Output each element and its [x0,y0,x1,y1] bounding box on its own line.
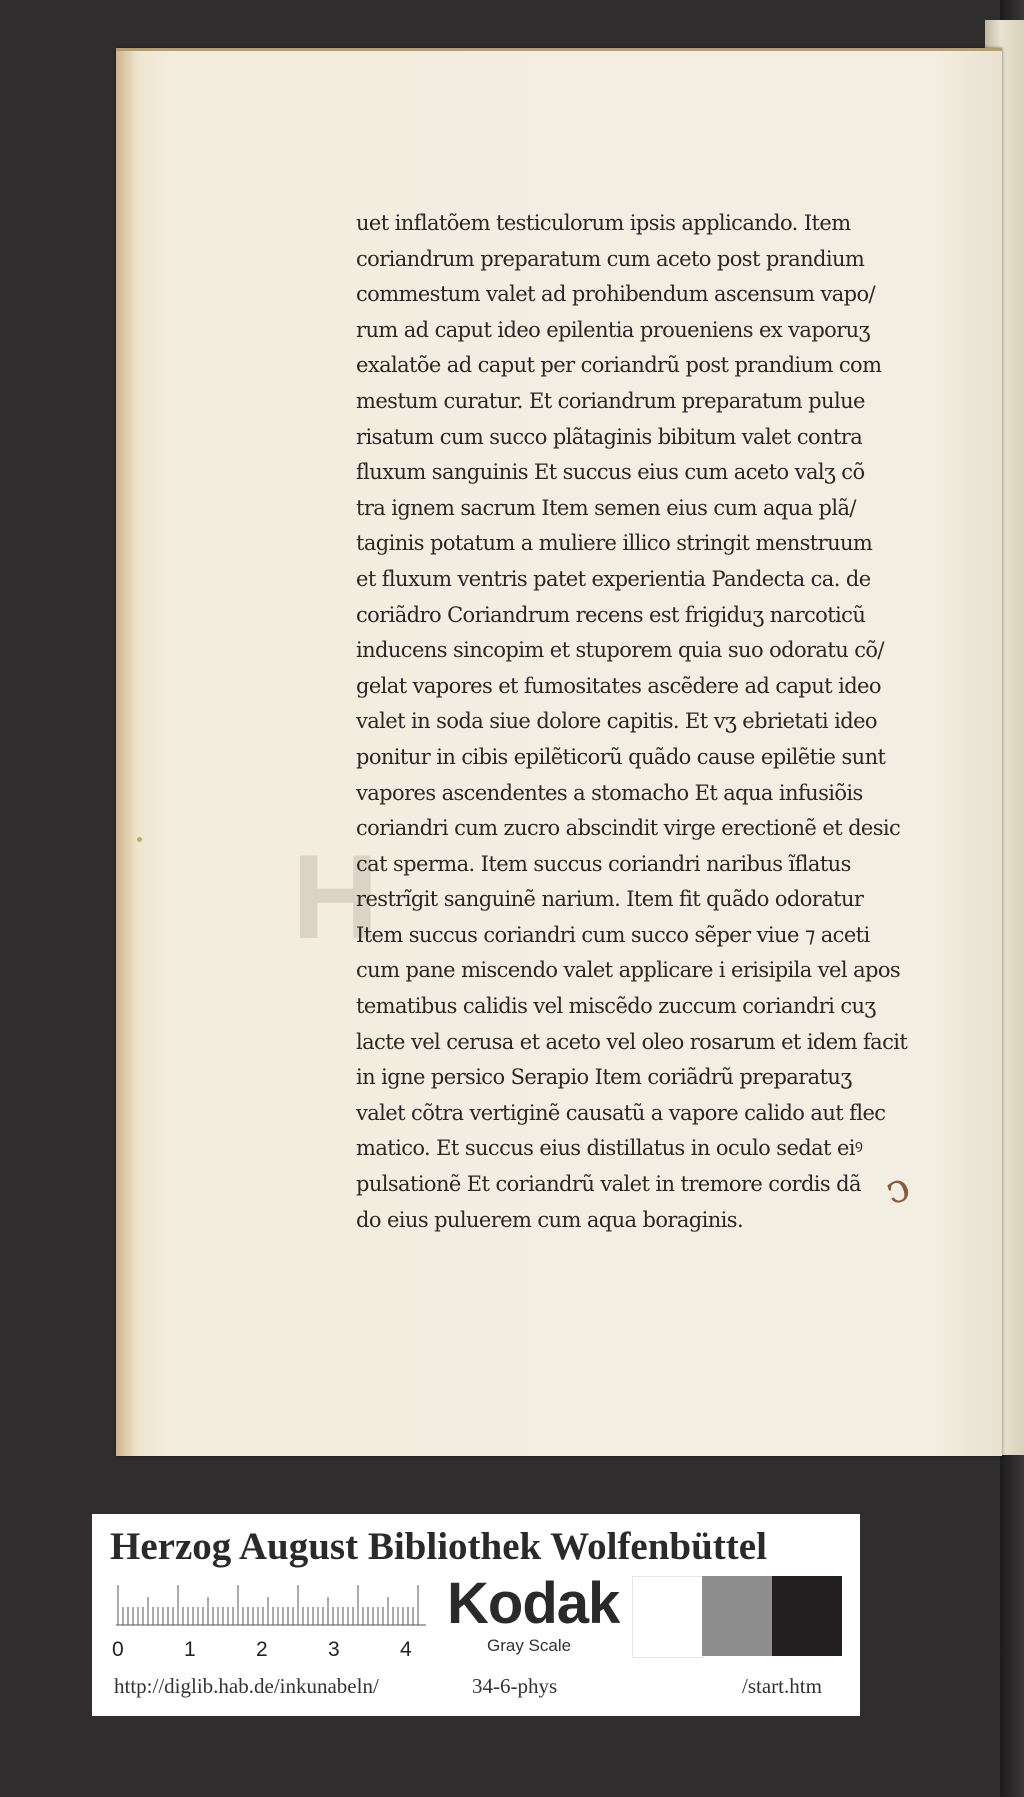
margin-mark [137,837,142,842]
text-line: valet in soda siue dolore capitis. Et vʒ ebrietati ideo [356,709,877,734]
text-line: do eius puluerem cum aqua boraginis. [356,1207,744,1232]
ruler-number: 4 [400,1638,412,1661]
text-line: valet cõtra vertiginẽ causatũ a vapore calido aut flec [356,1100,886,1125]
text-line: uet inflatõem testiculorum ipsis applicando. Item [356,211,851,235]
url-suffix: /start.htm [742,1674,822,1698]
ruler-number: 3 [328,1638,340,1661]
text-line: restrĩgit sanguinẽ narium. Item fit quãdo odoratur [356,887,864,912]
library-title: Herzog August Bibliothek Wolfenbüttel [110,1525,767,1568]
text-line: exalatõe ad caput per coriandrũ post prandium com [356,353,882,378]
text-line: taginis potatum a muliere illico stringit menstruum [356,531,873,556]
text-line: rum ad caput ideo epilentia proueniens ex vaporuʒ [356,317,870,342]
text-line: lacte vel cerusa et aceto vel oleo rosarum et idem facit [356,1029,908,1054]
text-line: pulsationẽ Et coriandrũ valet in tremore cordis dã [356,1172,861,1197]
text-line: cat sperma. Item succus coriandri naribus ĩflatus [356,851,851,876]
text-line: coriandrum preparatum cum aceto post prandium [356,246,865,271]
swatch-white [632,1576,704,1658]
text-line: coriãdro Coriandrum recens est frigiduʒ narcoticũ [356,602,866,627]
text-column [356,206,916,1238]
swatch-black [772,1576,842,1656]
text-line: in igne persico Serapio Item coriãdrũ preparatuʒ [356,1065,852,1090]
text-line: inducens sincopim et stuporem quia suo odoratu cõ/ [356,638,884,663]
shelfmark: 34-6-phys [472,1674,558,1698]
text-line: ponitur in cibis epilẽticorũ quãdo cause epilẽtie sunt [356,744,886,769]
text-line: mestum curatur. Et coriandrum preparatum pulue [356,388,865,413]
ruler-scale [116,1582,426,1626]
text-line: vapores ascendentes a stomacho Et aqua infusiõis [356,780,863,805]
kodak-logo: Kodak [447,1571,620,1636]
url-base: http://diglib.hab.de/inkunabeln/ [114,1674,379,1698]
text-line: coriandri cum zucro abscindit virge erectionẽ et desic [356,816,901,841]
text-line: gelat vapores et fumositates ascẽdere ad caput ideo [356,673,881,698]
swatch-gray [702,1576,772,1656]
ruler-number: 1 [184,1638,196,1661]
text-line: risatum cum succo plãtaginis bibitum valet contra [356,424,863,449]
text-line: et fluxum ventris patet experientia Pandecta ca. de [356,566,871,591]
ruler-number: 0 [112,1638,124,1661]
page-watermark: H [292,830,379,964]
ink-stain: ↄ [879,1163,916,1215]
text-line: fluxum sanguinis Et succus eius cum aceto valʒ cõ [356,460,865,485]
ruler-number: 2 [256,1638,268,1661]
gray-scale-label: Gray Scale [487,1636,572,1655]
text-line: commestum valet ad prohibendum ascensum vapo/ [356,282,876,307]
text-line: matico. Et succus eius distillatus in oculo sedat eiꝰ [356,1136,863,1161]
text-line: cum pane miscendo valet applicare i erisipila vel apos [356,958,901,983]
text-line: Item succus coriandri cum succo sẽper viue ⁊ aceti [356,922,870,947]
text-line: tematibus calidis vel miscẽdo zuccum coriandri cuʒ [356,994,876,1019]
ruler-numbers [112,1638,412,1668]
color-target-card [92,1514,860,1716]
text-line: tra ignem sacrum Item semen eius cum aqua plã/ [356,495,856,520]
